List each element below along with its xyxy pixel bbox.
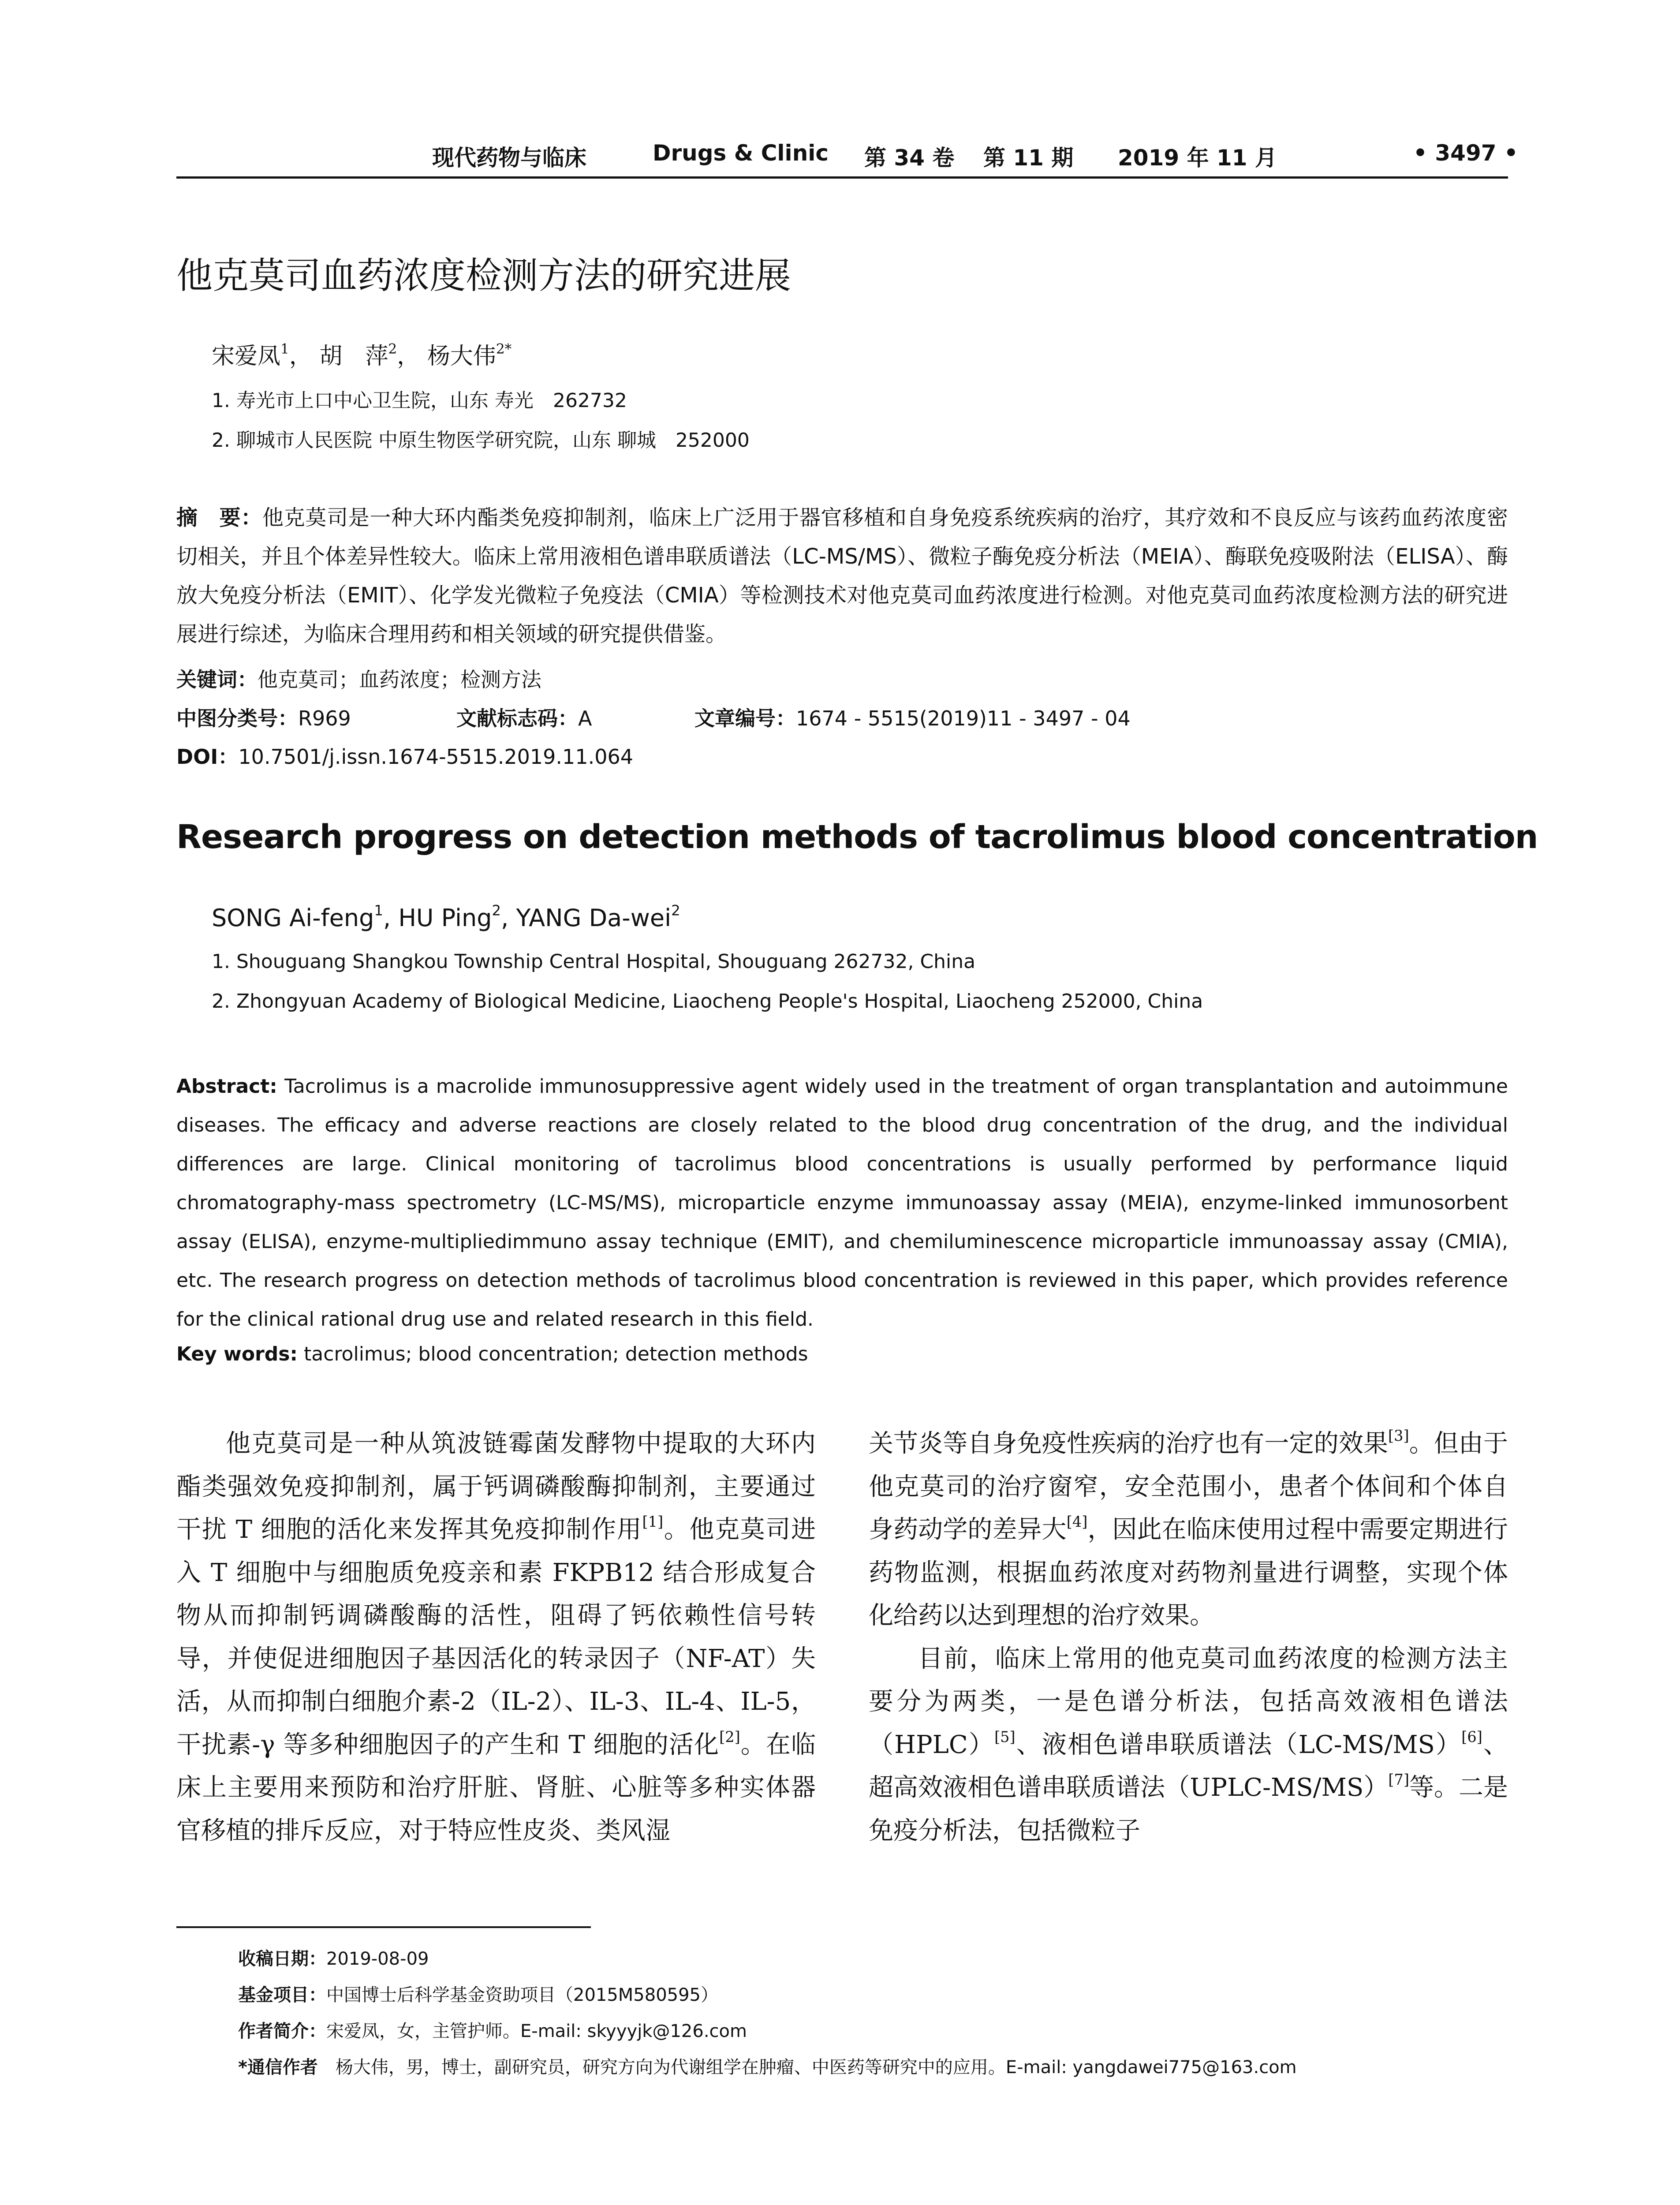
author-bio-label: 作者简介：: [238, 2021, 326, 2041]
author-affil-sup: 2: [388, 341, 397, 357]
body-text: 、超高效液相色谱串联质谱法（UPLC-MS/MS）: [869, 1730, 1508, 1802]
citation: [3]: [1388, 1427, 1409, 1444]
abstract-text-en: Tacrolimus is a macrolide immunosuppressive agent widely used in the treatment of organ transplantation and autoimmune diseases. The efficacy and adverse reactions are closely related to the blood drug concentration of the drug, and the individual differences are large. Clinical monitoring of tacrolimus blood concentrations is usually performed by performance liquid chromatography-mass spectrometry (LC-MS/MS), microparticle enzyme immunoassay assay (MEIA), enzyme-linked immunosorbent assay (ELISA), enzyme-multipliedimmuno assay technique (EMIT), and chemiluminescence microparticle immunoassay assay (CMIA), etc. The research progress on detection methods of tacrolimus blood concentration is reviewed in this paper, which provides reference for the clinical rational drug use and related research in this field.: [176, 1075, 1508, 1330]
author-name: HU Ping: [398, 904, 492, 932]
citation: [7]: [1388, 1771, 1409, 1788]
received-label: 收稿日期：: [238, 1949, 326, 1969]
author-affil-sup: 1: [280, 341, 289, 357]
body-text: 目前，临床上常用的他克莫司血药浓度的检测方法主要分为两类，一是色谱分析法，包括高效液相色谱法（HPLC）: [869, 1644, 1508, 1759]
citation: [4]: [1066, 1513, 1088, 1530]
author-separator: ，: [289, 343, 312, 370]
page-number: • 3497 •: [1413, 140, 1518, 166]
affiliation-en-1: 1. Shouguang Shangkou Township Central Hospital, Shouguang 262732, China: [212, 950, 976, 973]
classification-line: [176, 703, 351, 732]
corresponding-label: *通信作者: [238, 2057, 318, 2078]
keywords-label-cn: 关键词：: [176, 668, 258, 691]
clc-value: R969: [298, 706, 351, 730]
body-text: 。他克莫司进入 T 细胞中与细胞质免疫亲和素 FKPB12 结合形成复合物从而抑制钙调磷酸酶的活性，阻碍了钙依赖性信号转导，并使促进细胞因子基因活化的转录因子（NF-AT）失活，从而抑制白细胞介素-2（IL-2）、IL-3、IL-4、IL-5，干扰素-γ 等多种细胞因子的产生和 T 细胞的活化: [176, 1515, 816, 1759]
keywords-cn: [176, 664, 541, 693]
author-name: 杨大伟: [427, 343, 496, 370]
body-text: 、液相色谱串联质谱法（LC-MS/MS）: [1015, 1730, 1462, 1759]
article-number-value: 1674 - 5515(2019)11 - 3497 - 04: [796, 706, 1131, 730]
issue-date: 2019 年 11 月: [1118, 145, 1277, 171]
doc-code: [456, 703, 592, 732]
article-title-cn: 他克莫司血药浓度检测方法的研究进展: [176, 255, 791, 297]
abstract-en: [176, 1067, 1508, 1339]
footnote-author-bio: [238, 2017, 747, 2042]
author-name: SONG Ai-feng: [212, 904, 374, 932]
citation: [1]: [642, 1513, 664, 1530]
journal-name-cn: 现代药物与临床: [432, 145, 586, 171]
abstract-label-cn: 摘 要：: [176, 505, 262, 530]
abstract-cn: [176, 498, 1508, 654]
doi-value: 10.7501/j.issn.1674-5515.2019.11.064: [238, 745, 634, 769]
author-separator: ,: [501, 904, 516, 932]
affiliation-cn-2: 2. 聊城市人民医院 中原生物医学研究院，山东 聊城 252000: [212, 429, 750, 452]
body-text: 等。二是免疫分析法，包括微粒子: [869, 1773, 1508, 1845]
author-name: YANG Da-wei: [516, 904, 672, 932]
running-header: [176, 140, 1518, 171]
author-separator: ,: [383, 904, 399, 932]
journal-name-en: Drugs & Clinic: [653, 140, 829, 166]
authors-en: [212, 904, 680, 932]
doi-line: [176, 741, 633, 770]
body-text: 。在临床上主要用来预防和治疗肝脏、肾脏、心脏等多种实体器官移植的排斥反应，对于特应性皮炎、类风湿: [176, 1730, 816, 1845]
footnote-corresponding: [238, 2053, 1297, 2078]
authors-cn: [212, 337, 511, 370]
abstract-text-cn: 他克莫司是一种大环内酯类免疫抑制剂，临床上广泛用于器官移植和自身免疫系统疾病的治疗，其疗效和不良反应与该药血药浓度密切相关，并且个体差异性较大。临床上常用液相色谱串联质谱法（LC-MS/MS）、微粒子酶免疫分析法（MEIA）、酶联免疫吸附法（ELISA）、酶放大免疫分析法（EMIT）、化学发光微粒子免疫法（CMIA）等检测技术对他克莫司血药浓度进行检测。对他克莫司血药浓度检测方法的研究进展进行综述，为临床合理用药和相关领域的研究提供借鉴。: [176, 505, 1508, 647]
author-affil-sup: 2: [671, 902, 680, 919]
affiliation-cn-1: 1. 寿光市上口中心卫生院，山东 寿光 262732: [212, 389, 627, 412]
doc-code-label: 文献标志码：: [456, 706, 578, 730]
doi-label: DOI：: [176, 745, 239, 769]
citation: [2]: [719, 1728, 740, 1745]
body-column-right: [869, 1422, 1508, 1852]
body-text: 。但由于他克莫司的治疗窗窄，安全范围小，患者个体间和个体自身药动学的差异大: [869, 1429, 1508, 1544]
affiliation-en-2: 2. Zhongyuan Academy of Biological Medicine, Liaocheng People's Hospital, Liaocheng 252000, China: [212, 990, 1203, 1013]
keywords-text-cn: 他克莫司；血药浓度；检测方法: [258, 668, 541, 691]
footnote-received: [238, 1945, 429, 1970]
body-text: ，因此在临床使用过程中需要定期进行药物监测，根据血药浓度对药物剂量进行调整，实现个体化给药以达到理想的治疗效果。: [869, 1515, 1508, 1630]
body-paragraph: [869, 1422, 1508, 1637]
fund-label: 基金项目：: [238, 1985, 326, 2005]
received-date: 2019-08-09: [326, 1949, 429, 1969]
body-column-left: [176, 1422, 816, 1852]
doc-code-value: A: [578, 706, 592, 730]
keywords-label-en: Key words:: [176, 1343, 298, 1365]
author-name: 胡 萍: [319, 343, 388, 370]
corresponding-value: 杨大伟，男，博士，副研究员，研究方向为代谢组学在肿瘤、中医药等研究中的应用。E-mail: yangdawei775@163.com: [335, 2057, 1297, 2078]
article-number-label: 文章编号：: [694, 706, 796, 730]
body-text: 他克莫司是一种从筑波链霉菌发酵物中提取的大环内酯类强效免疫抑制剂，属于钙调磷酸酶抑制剂，主要通过干扰 T 细胞的活化来发挥其免疫抑制作用: [176, 1429, 816, 1544]
citation: [6]: [1461, 1728, 1482, 1745]
body-paragraph: [176, 1422, 816, 1852]
header-rule: [176, 176, 1508, 179]
citation: [5]: [994, 1728, 1015, 1745]
author-affil-sup: 2: [492, 902, 501, 919]
body-paragraph: [869, 1637, 1508, 1853]
issue: 第 11 期: [983, 145, 1074, 171]
footnote-rule: [176, 1926, 591, 1928]
abstract-label-en: Abstract:: [176, 1075, 277, 1098]
volume: 第 34 卷: [864, 145, 955, 171]
article-title-en: Research progress on detection methods of tacrolimus blood concentration: [176, 818, 1538, 856]
keywords-en: [176, 1343, 808, 1365]
author-affil-sup: 1: [374, 902, 383, 919]
keywords-text-en: tacrolimus; blood concentration; detection methods: [304, 1343, 808, 1365]
article-number: [694, 703, 1131, 732]
body-text: 关节炎等自身免疫性疾病的治疗也有一定的效果: [869, 1429, 1389, 1458]
fund-value: 中国博士后科学基金资助项目（2015M580595）: [326, 1985, 719, 2005]
author-separator: ，: [397, 343, 420, 370]
footnote-fund: [238, 1981, 718, 2006]
author-affil-sup: 2*: [496, 341, 512, 357]
author-bio-value: 宋爱凤，女，主管护师。E-mail: skyyyjk@126.com: [326, 2021, 747, 2041]
clc-label: 中图分类号：: [176, 706, 298, 730]
author-name: 宋爱凤: [212, 343, 281, 370]
